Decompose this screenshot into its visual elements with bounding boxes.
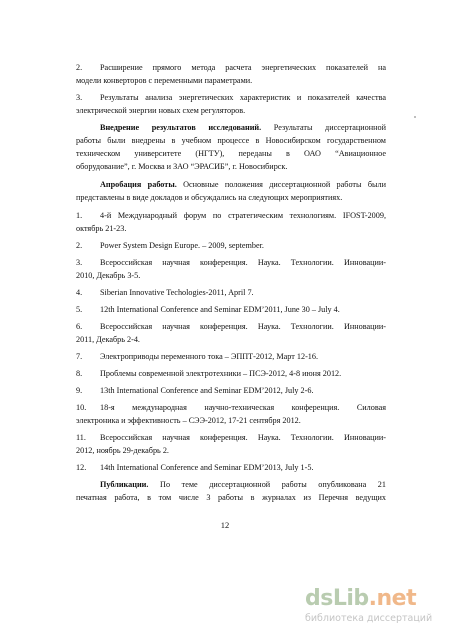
conference-item-9: 9. 13th International Conference and Seminar EDM’2012, July 2-6. [76,386,314,395]
conference-item-1-cont: октябрь 21-23. [76,224,127,233]
conference-item-1: 1. 4-й Международный форум по стратегическим технологиям. IFOST-2009, [76,211,386,220]
item-3-line-2: электрической энергии новых схем регуляторов. [76,106,246,115]
conference-item-11-cont: 2012, ноябрь 29-декабрь 2. [76,446,169,455]
conference-item-6: 6. Всероссийская научная конференция. Наука. Технологии. Инновации- [76,322,386,331]
conference-item-12: 12. 14th International Conference and Seminar EDM’2013, July 1-5. [76,463,314,472]
conference-item-8: 8. Проблемы современной электротехники – ПСЭ-2012, 4-8 июня 2012. [76,369,342,378]
watermark-logo: dsLib.net [305,586,417,611]
approbation-paragraph-line-2: представлены в виде докладов и обсуждались на следующих мероприятиях. [76,193,343,202]
conference-item-10: 10. 18-я международная научно-техническая конференция. Силовая [76,403,386,412]
item-2-line-1: 2. Расширение прямого метода расчета энергетических показателей на [76,63,386,72]
implementation-paragraph-line-1: Внедрение результатов исследований. Результаты диссертационной [100,123,386,132]
page-number: 12 [220,520,230,530]
scan-speck [414,116,416,118]
implementation-paragraph-line-3: техническом университете (НГТУ), переданы в ОАО “Авиационное [76,149,386,158]
conference-item-2: 2. Power System Design Europe. – 2009, september. [76,241,264,250]
approbation-heading: Апробация работы. [100,180,177,189]
conference-item-3-cont: 2010, Декабрь 3-5. [76,271,141,280]
conference-item-4: 4. Siberian Innovative Techologies-2011, April 7. [76,288,254,297]
publications-paragraph-line-2: печатная работа, в том числе 3 работы в журналах из Перечня ведущих [76,493,386,502]
item-number: 3. [76,93,83,102]
conference-item-6-cont: 2011, Декабрь 2-4. [76,335,140,344]
item-3-line-1: 3. Результаты анализа энергетических характеристик и показателей качества [76,93,386,102]
conference-item-10-cont: электроника и эффективность – СЭЭ-2012, 17-21 сентября 2012. [76,416,301,425]
conference-item-11: 11. Всероссийская научная конференция. Наука. Технологии. Инновации- [76,433,386,442]
implementation-heading: Внедрение результатов исследований. [100,123,262,132]
conference-item-7: 7. Электроприводы переменного тока – ЭППТ-2012, Март 12-16. [76,352,319,361]
watermark-subtitle: библиотека диссертаций [305,613,433,624]
implementation-paragraph-line-4: оборудование”, г. Москва и ЗАО “ЭРАСИБ”, г. Новосибирск. [76,162,288,171]
conference-item-3: 3. Всероссийская научная конференция. Наука. Технологии. Инновации- [76,258,386,267]
item-2-line-2: модели конверторов с переменными параметрами. [76,76,253,85]
publications-heading: Публикации. [100,480,149,489]
item-number: 2. [76,63,83,72]
publications-paragraph-line-1: Публикации. По теме диссертационной работы опубликована 21 [100,480,386,489]
watermark [305,586,445,632]
conference-item-5: 5. 12th International Conference and Seminar EDM’2011, June 30 – July 4. [76,305,340,314]
implementation-paragraph-line-2: работы были внедрены в учебном процессе в Новосибирском государственном [76,136,386,145]
approbation-paragraph-line-1: Апробация работы. Основные положения диссертационной работы были [100,180,386,189]
